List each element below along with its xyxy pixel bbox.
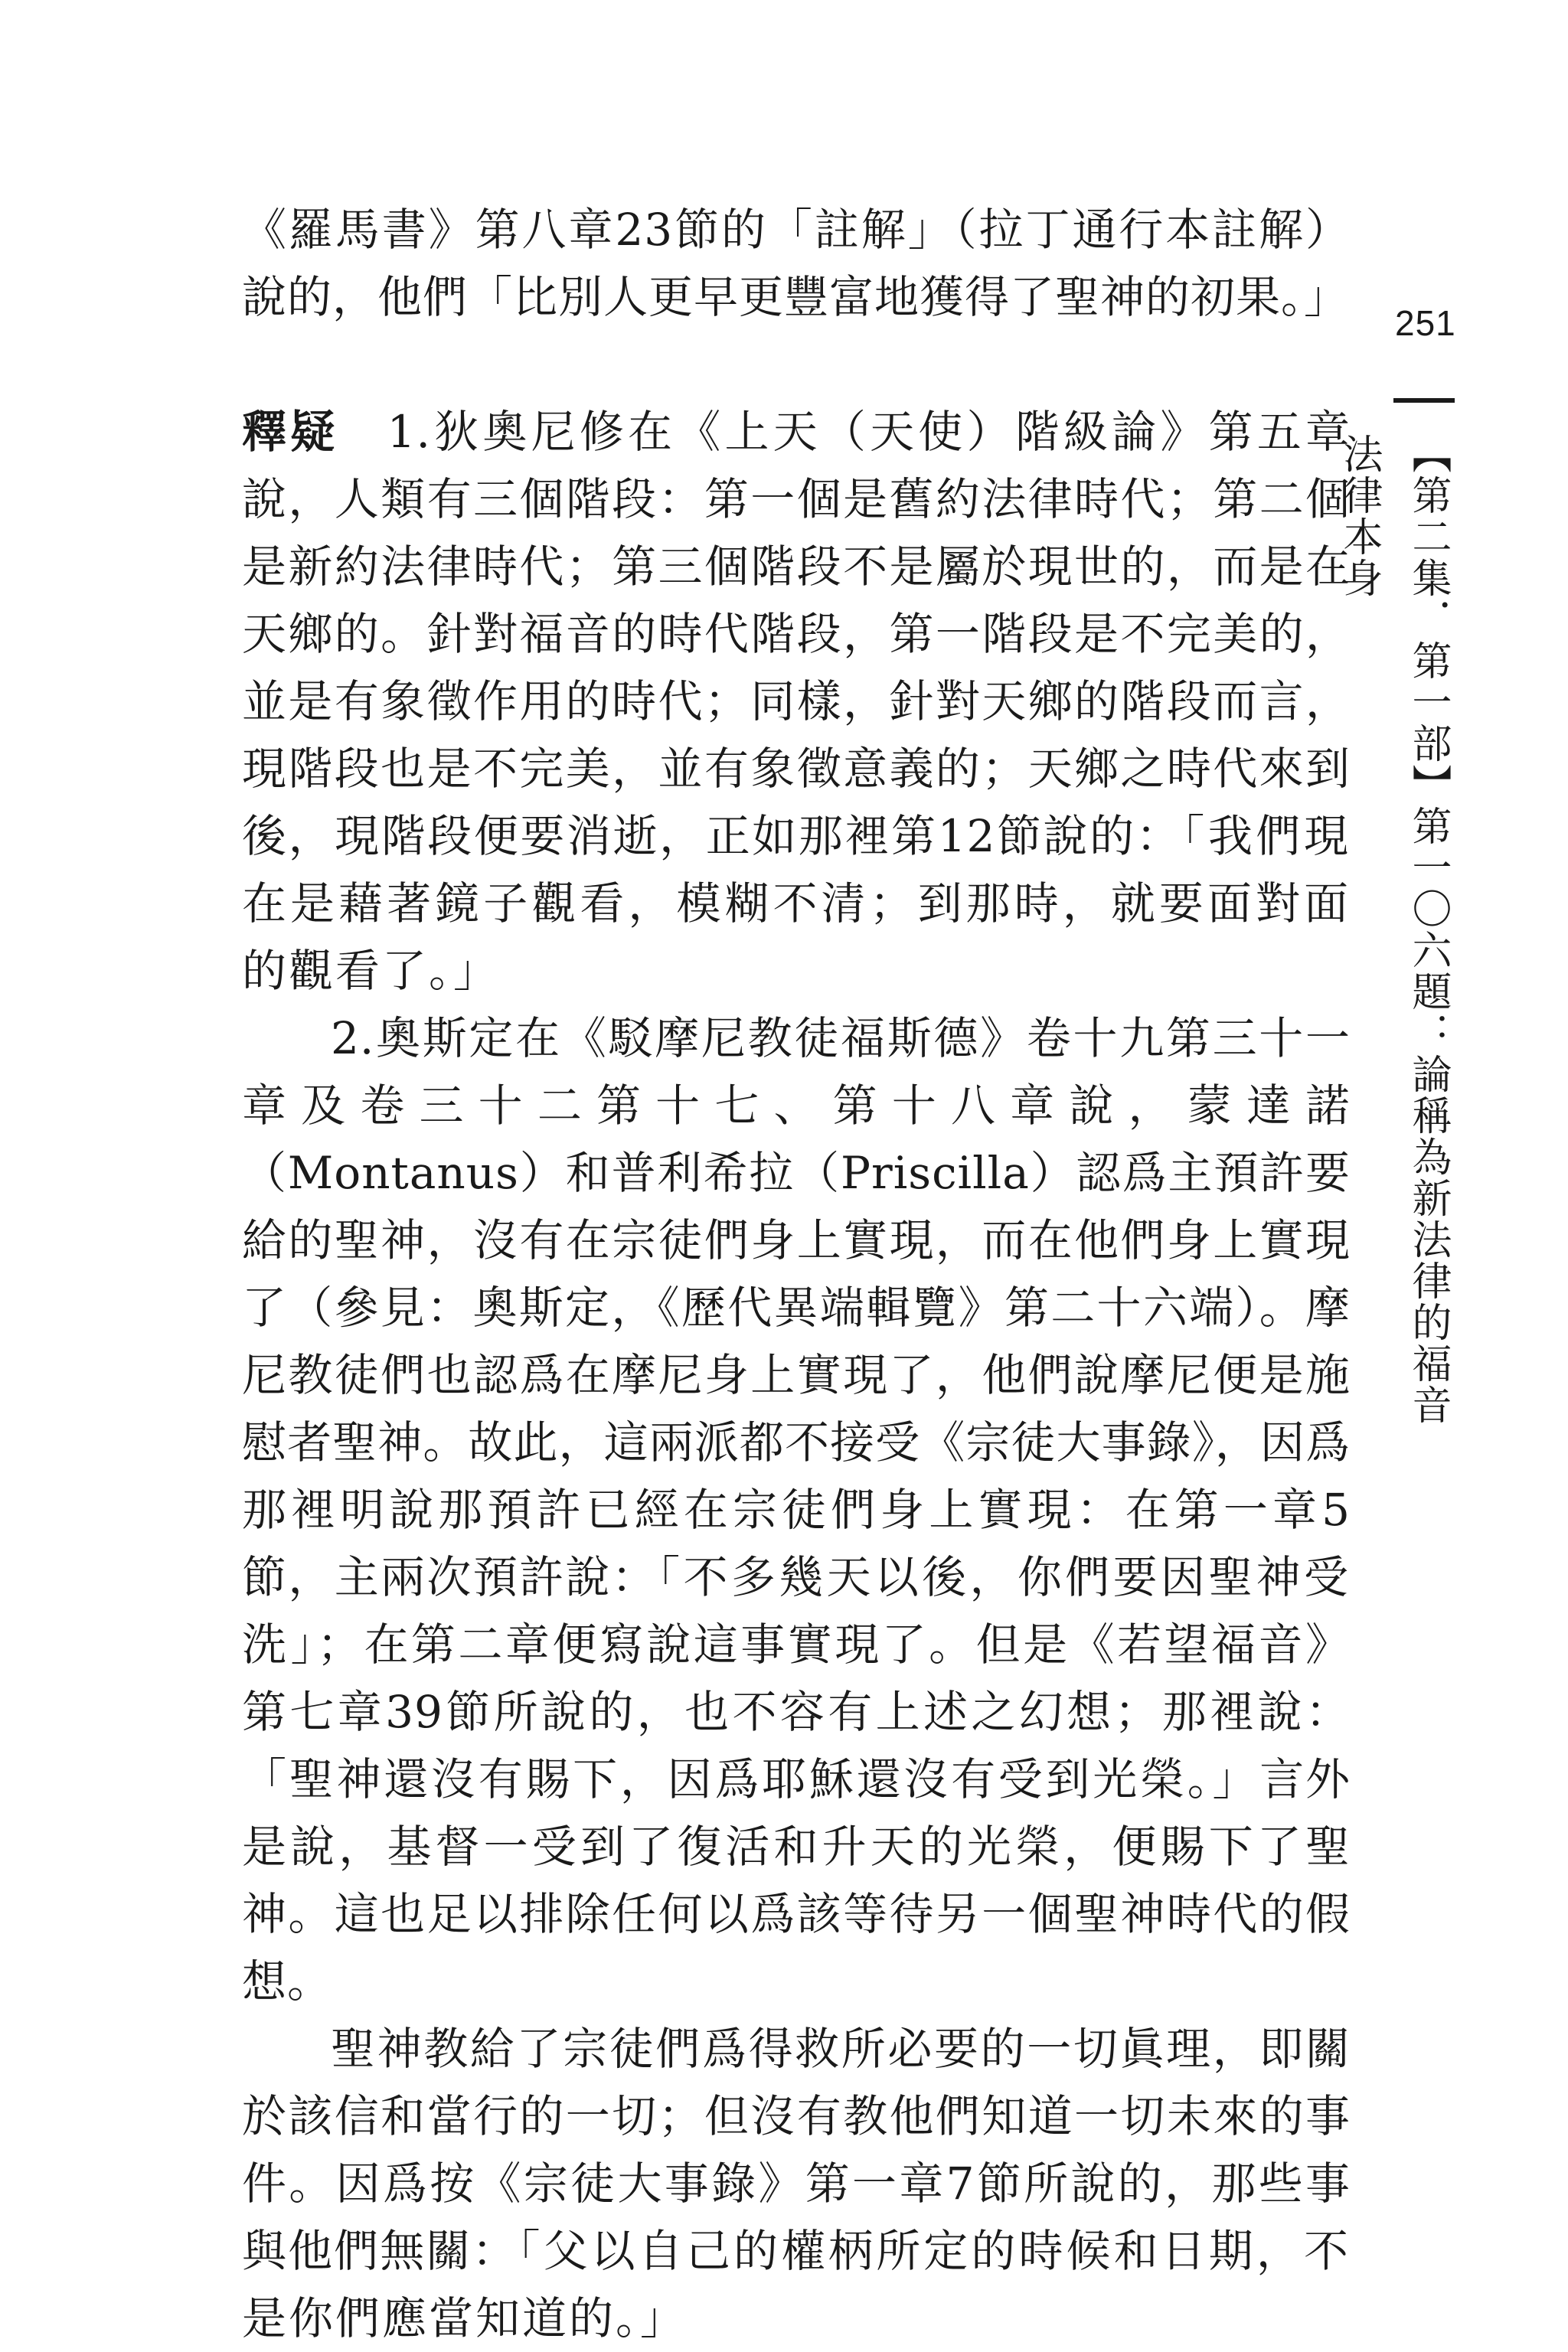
scripture-quote: 「聖神還沒有賜下，因爲耶穌還沒有受到光榮。」 bbox=[242, 1753, 1260, 1805]
intro-text: 《羅馬書》第八章23節的「註解」（拉丁通行本註解）說的，他們「比別人更早更豐富地獲得了聖神的初果。」 bbox=[242, 204, 1351, 323]
reply-2-text-cont: ；在第二章便寫說這事實現了。但是《若望福音》第七章39節所說的，也不容有上述之幻想；那裡說： bbox=[242, 1619, 1351, 1738]
header-rule bbox=[1393, 398, 1455, 403]
closing-text: 聖神教給了宗徒們爲得救所必要的一切眞理，即關於該信和當行的一切；但沒有教他們知道一切未來的事件。因爲按《宗徒大事錄》第一章7節所說的，那些事與他們無關： bbox=[242, 2023, 1351, 2277]
scripture-quote: 「父以自己的權柄所定的時候和日期，不是你們應當知道的。」 bbox=[242, 2225, 1351, 2344]
reply-heading: 釋疑 bbox=[242, 406, 339, 458]
paragraph-reply-1 bbox=[242, 398, 1351, 1004]
reply-2-text: 2.奧斯定在《駁摩尼教徒福斯德》卷十九第三十一章及卷三十二第十七、第十八章說，蒙達諾（Montanus）和普利希拉（Priscilla）認爲主預許要給的聖神，沒有在宗徒們身上實現，而在他們身上實現了（參見：奧斯定，《歷代異端輯覽》第二十六端）。摩尼教徒們也認爲在摩尼身上實現了，他們說摩尼便是施慰者聖神。故此，這兩派都不接受《宗徒大事錄》，因爲那裡明說那預許已經在宗徒們身上實現：在第一章5節，主兩次預許說： bbox=[242, 1012, 1351, 1603]
scripture-quote: 「不多幾天以後，你們要因聖神受洗」 bbox=[242, 1551, 1351, 1671]
body-text bbox=[242, 196, 1351, 2352]
paragraph-gap bbox=[242, 331, 1351, 398]
scripture-quote: 「我們現在是藉著鏡子觀看，模糊不清；到那時，就要面對面的觀看了。」 bbox=[242, 810, 1351, 997]
reply-2-text-end: 言外是說，基督一受到了復活和升天的光榮，便賜下了聖神。這也足以排除任何以爲該等待另一個聖神時代的假想。 bbox=[242, 1753, 1351, 2007]
page-number: 251 bbox=[1395, 303, 1456, 343]
paragraph-closing bbox=[242, 2015, 1351, 2352]
running-header: 【第二集．第一部】第一〇六題：論稱為新法律的福音法律本身 bbox=[1336, 433, 1451, 1426]
reply-1-text: 1.狄奧尼修在《上天（天使）階級論》第五章說，人類有三個階段：第一個是舊約法律時代；第二個是新約法律時代；第三個階段不是屬於現世的，而是在天鄉的。針對福音的時代階段，第一階段是不完美的，並是有象徵作用的時代；同樣，針對天鄉的階段而言，現階段也是不完美，並有象徵意義的；天鄉之時代來到後，現階段便要消逝，正如那裡第12節說的： bbox=[242, 406, 1351, 862]
paragraph-reply-2 bbox=[242, 1004, 1351, 2015]
paragraph-intro bbox=[242, 196, 1351, 331]
